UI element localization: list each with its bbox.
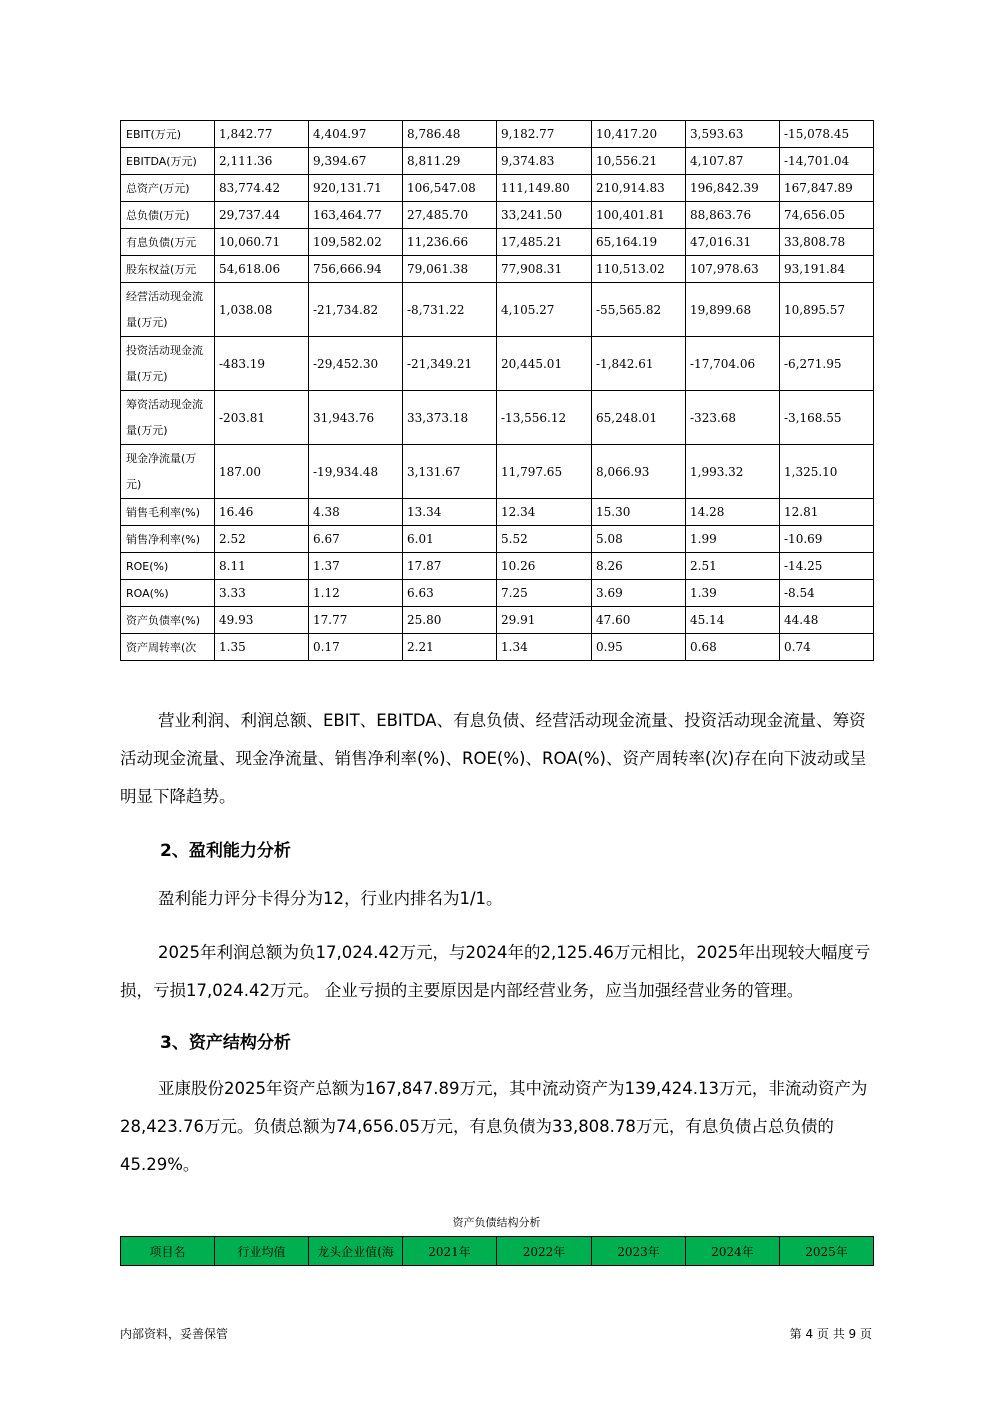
table-cell: 17.87 [403,553,497,580]
table-cell: 2.51 [686,553,780,580]
table-cell: -323.68 [686,391,780,445]
table-cell: 17,485.21 [497,229,592,256]
table-cell: 8.26 [592,553,686,580]
row-label: 资产周转率(次 [121,634,215,661]
table-row [121,607,874,634]
table-cell: 16.46 [215,499,309,526]
table-cell: 29.91 [497,607,592,634]
trend-paragraph: 营业利润、利润总额、EBIT、EBITDA、有息负债、经营活动现金流量、投资活动现金流量、筹资活动现金流量、现金净流量、销售净利率(%)、ROE(%)、ROA(%)、资产周转率(次)存在向下波动或呈明显下降趋势。 [120,711,867,806]
table-cell: 44.48 [780,607,874,634]
table-cell: 45.14 [686,607,780,634]
table-cell: 10,556.21 [592,148,686,175]
table-cell: 167,847.89 [780,175,874,202]
row-label: 销售毛利率(%) [121,499,215,526]
footer-confidential-note: 内部资料，妥善保管 [120,1327,229,1341]
table-cell: 12.81 [780,499,874,526]
table-cell: 107,978.63 [686,256,780,283]
table-row [121,580,874,607]
table-header-row [121,1237,874,1266]
table-cell: 25.80 [403,607,497,634]
table-cell: 49.93 [215,607,309,634]
row-label: 销售净利率(%) [121,526,215,553]
table-cell: 2.52 [215,526,309,553]
table-cell: 20,445.01 [497,337,592,391]
table-cell: 15.30 [592,499,686,526]
table-cell: 17.77 [309,607,403,634]
table-cell: 83,774.42 [215,175,309,202]
table-cell: 210,914.83 [592,175,686,202]
table-row [121,229,874,256]
table-row [121,553,874,580]
table-cell: -10.69 [780,526,874,553]
table-cell: 10,417.20 [592,121,686,148]
table-cell: -3,168.55 [780,391,874,445]
table-row [121,445,874,499]
table-cell: -8.54 [780,580,874,607]
table-cell: -15,078.45 [780,121,874,148]
table-cell: -483.19 [215,337,309,391]
row-label: 有息负债(万元 [121,229,215,256]
table-cell: 0.68 [686,634,780,661]
table-cell: 8.11 [215,553,309,580]
table-cell: 100,401.81 [592,202,686,229]
table-cell: 47.60 [592,607,686,634]
table-cell: 10,895.57 [780,283,874,337]
table-cell: 74,656.05 [780,202,874,229]
table-row [121,202,874,229]
table-cell: 3.33 [215,580,309,607]
table-cell: 27,485.70 [403,202,497,229]
table-cell: 1,993.32 [686,445,780,499]
header-cell-2024: 2024年 [686,1237,780,1266]
financial-table-body [121,121,874,661]
table-cell: 29,737.44 [215,202,309,229]
table-row [121,634,874,661]
table-cell: 5.52 [497,526,592,553]
footer-page-number: 第 4 页 共 9 页 [789,1327,872,1341]
table-row [121,283,874,337]
table-cell: 7.25 [497,580,592,607]
table-cell: 4.38 [309,499,403,526]
header-cell-2023: 2023年 [592,1237,686,1266]
table-cell: 2.21 [403,634,497,661]
table-cell: 65,164.19 [592,229,686,256]
row-label: 股东权益(万元 [121,256,215,283]
table-cell: 13.34 [403,499,497,526]
table-cell: -19,934.48 [309,445,403,499]
table-cell: -203.81 [215,391,309,445]
financial-indicator-table [120,120,874,661]
table-cell: 12.34 [497,499,592,526]
header-cell-item: 项目名 [121,1237,215,1266]
table-row [121,121,874,148]
header-cell-2025: 2025年 [780,1237,874,1266]
table-cell: -55,565.82 [592,283,686,337]
table-cell: -21,349.21 [403,337,497,391]
table-cell: 5.08 [592,526,686,553]
table-cell: -14.25 [780,553,874,580]
table-row [121,148,874,175]
table-cell: -13,556.12 [497,391,592,445]
table-cell: 31,943.76 [309,391,403,445]
table-cell: 8,811.29 [403,148,497,175]
table-cell: 54,618.06 [215,256,309,283]
table-cell: 1.39 [686,580,780,607]
table-cell: 3.69 [592,580,686,607]
table-cell: 33,241.50 [497,202,592,229]
table-cell: 6.01 [403,526,497,553]
table-row [121,256,874,283]
header-cell-leader-value: 龙头企业值(海 [309,1237,403,1266]
table-caption: 资产负债结构分析 [452,1216,541,1229]
row-label: 投资活动现金流量(万元) [121,337,215,391]
table-cell: 9,394.67 [309,148,403,175]
table-cell: 106,547.08 [403,175,497,202]
row-label: ROE(%) [121,553,215,580]
table-cell: -8,731.22 [403,283,497,337]
table-cell: 8,786.48 [403,121,497,148]
table-cell: -1,842.61 [592,337,686,391]
table-cell: -29,452.30 [309,337,403,391]
profitability-score-paragraph: 盈利能力评分卡得分为12，行业内排名为1/1。 [158,889,503,908]
header-cell-industry-average: 行业均值 [215,1237,309,1266]
table-cell: -6,271.95 [780,337,874,391]
table-cell: 11,797.65 [497,445,592,499]
row-label: 总负债(万元) [121,202,215,229]
table-cell: 4,107.87 [686,148,780,175]
table-cell: 0.17 [309,634,403,661]
table-cell: 8,066.93 [592,445,686,499]
row-label: 筹资活动现金流量(万元) [121,391,215,445]
table-cell: -14,701.04 [780,148,874,175]
table-cell: 187.00 [215,445,309,499]
table-cell: 33,808.78 [780,229,874,256]
row-label: 资产负债率(%) [121,607,215,634]
table-cell: 2,111.36 [215,148,309,175]
table-cell: 1.37 [309,553,403,580]
table-cell: 196,842.39 [686,175,780,202]
header-cell-2022: 2022年 [497,1237,592,1266]
table-row [121,526,874,553]
table-cell: 1.99 [686,526,780,553]
table-cell: 33,373.18 [403,391,497,445]
table-cell: 0.74 [780,634,874,661]
table-cell: 1.12 [309,580,403,607]
table-cell: 4,105.27 [497,283,592,337]
section-heading-asset-structure: 3、资产结构分析 [160,1033,291,1053]
table-cell: 110,513.02 [592,256,686,283]
asset-liability-structure-table [120,1236,874,1266]
table-row [121,175,874,202]
table-cell: 920,131.71 [309,175,403,202]
table-cell: 109,582.02 [309,229,403,256]
table-cell: 10.26 [497,553,592,580]
table-cell: 11,236.66 [403,229,497,256]
row-label: ROA(%) [121,580,215,607]
table-cell: 1.35 [215,634,309,661]
table-cell: 3,131.67 [403,445,497,499]
table-cell: 111,149.80 [497,175,592,202]
profit-analysis-paragraph: 2025年利润总额为负17,024.42万元，与2024年的2,125.46万元相比，2025年出现较大幅度亏损，亏损17,024.42万元。 企业亏损的主要原因是内部经营业务，应当加强经营业务的管理。 [120,943,871,1000]
table-cell: 65,248.01 [592,391,686,445]
table-row [121,391,874,445]
table-cell: 9,374.83 [497,148,592,175]
table-cell: 0.95 [592,634,686,661]
asset-structure-paragraph: 亚康股份2025年资产总额为167,847.89万元，其中流动资产为139,424.13万元，非流动资产为28,423.76万元。负债总额为74,656.05万元，有息负债为33,808.78万元，有息负债占总负债的45.29%。 [120,1079,868,1174]
row-label: EBIT(万元) [121,121,215,148]
row-label: EBITDA(万元) [121,148,215,175]
table-cell: 4,404.97 [309,121,403,148]
table-cell: 79,061.38 [403,256,497,283]
table-cell: 9,182.77 [497,121,592,148]
table-cell: 1.34 [497,634,592,661]
table-cell: 19,899.68 [686,283,780,337]
table-cell: 6.63 [403,580,497,607]
table-cell: 1,325.10 [780,445,874,499]
table-cell: 1,038.08 [215,283,309,337]
table-cell: 77,908.31 [497,256,592,283]
row-label: 经营活动现金流量(万元) [121,283,215,337]
row-label: 现金净流量(万元) [121,445,215,499]
table-row [121,499,874,526]
table-cell: 88,863.76 [686,202,780,229]
table-cell: 163,464.77 [309,202,403,229]
table-row [121,337,874,391]
table-cell: 1,842.77 [215,121,309,148]
header-cell-2021: 2021年 [403,1237,497,1266]
table-cell: 6.67 [309,526,403,553]
table-cell: 47,016.31 [686,229,780,256]
table-cell: -21,734.82 [309,283,403,337]
row-label: 总资产(万元) [121,175,215,202]
table-cell: 10,060.71 [215,229,309,256]
table-cell: 3,593.63 [686,121,780,148]
table-cell: 14.28 [686,499,780,526]
section-heading-profitability: 2、盈利能力分析 [160,841,291,861]
table-cell: 93,191.84 [780,256,874,283]
table-cell: -17,704.06 [686,337,780,391]
table-cell: 756,666.94 [309,256,403,283]
